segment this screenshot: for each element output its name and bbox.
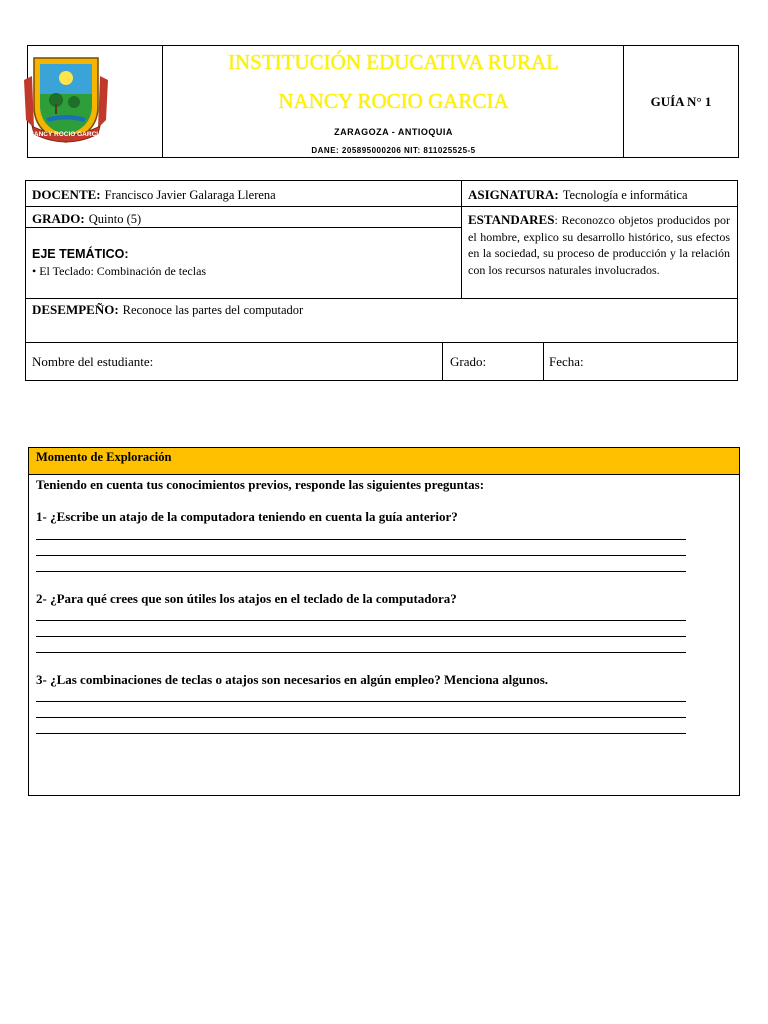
docente-label: DOCENTE: [32,187,101,202]
answer-line [36,620,686,621]
institution-name-line2: NANCY ROCIO GARCIA [278,89,509,113]
question-1: 1- ¿Escribe un atajo de la computadora teniendo en cuenta la guía anterior? [36,509,458,524]
answer-line [36,652,686,653]
answer-line [36,701,686,702]
estandares-label: ESTANDARES [468,212,555,227]
guide-number: GUÍA N° 1 [623,46,738,157]
answer-line [36,571,686,572]
answer-line [36,636,686,637]
institution-codes: DANE: 205895000206 NIT: 811025525-5 [311,146,476,155]
answer-line [36,555,686,556]
header-table [27,45,739,158]
desempeno-label: DESEMPEÑO: [32,302,119,317]
docente-row [32,186,276,204]
desempeno-row [32,301,303,319]
question-2: 2- ¿Para qué crees que son útiles los atajos en el teclado de la computadora? [36,591,457,606]
answer-line [36,717,686,718]
desempeno-value: Reconoce las partes del computador [122,303,304,317]
logo-cell [28,46,163,157]
asignatura-label: ASIGNATURA: [468,187,559,202]
eje-tematico-label: EJE TEMÁTICO: [32,247,129,261]
question-3: 3- ¿Las combinaciones de teclas o atajos son necesarios en algún empleo? Menciona algunos. [36,672,549,687]
answer-line [36,733,686,734]
eje-tematico-item: • El Teclado: Combinación de teclas [32,264,207,278]
grado-row [32,210,141,228]
docente-value: Francisco Javier Galaraga Llerena [104,188,276,202]
school-shield-logo [18,50,114,146]
estandares-text: : Reconozco objetos producidos por el hombre, explico su desarrollo histórico, sus efectos en la sociedad, su proceso de producción y la relación con los recursos naturales involucrados. [468,213,730,277]
grade-field: Grado: [450,354,487,369]
answer-line [36,539,686,540]
exploration-intro: Teniendo en cuenta tus conocimientos previos, responde las siguientes preguntas: [36,477,485,492]
institution-name-line1: INSTITUCIÓN EDUCATIVA RURAL [228,50,559,74]
asignatura-row [468,186,688,204]
asignatura-value: Tecnología e informática [562,188,688,202]
student-name-field: Nombre del estudiante: [32,354,154,369]
svg-text:NANCY ROCIO GARCIA: NANCY ROCIO GARCIA [29,131,103,138]
grado-label: GRADO: [32,211,85,226]
location-text: ZARAGOZA - ANTIOQUIA [334,127,453,137]
exploration-section [28,447,740,796]
exploration-title: Momento de Exploración [29,448,739,475]
estandares-block [468,212,730,278]
grado-value: Quinto (5) [88,212,142,226]
info-table [25,180,738,381]
date-field: Fecha: [549,354,584,369]
